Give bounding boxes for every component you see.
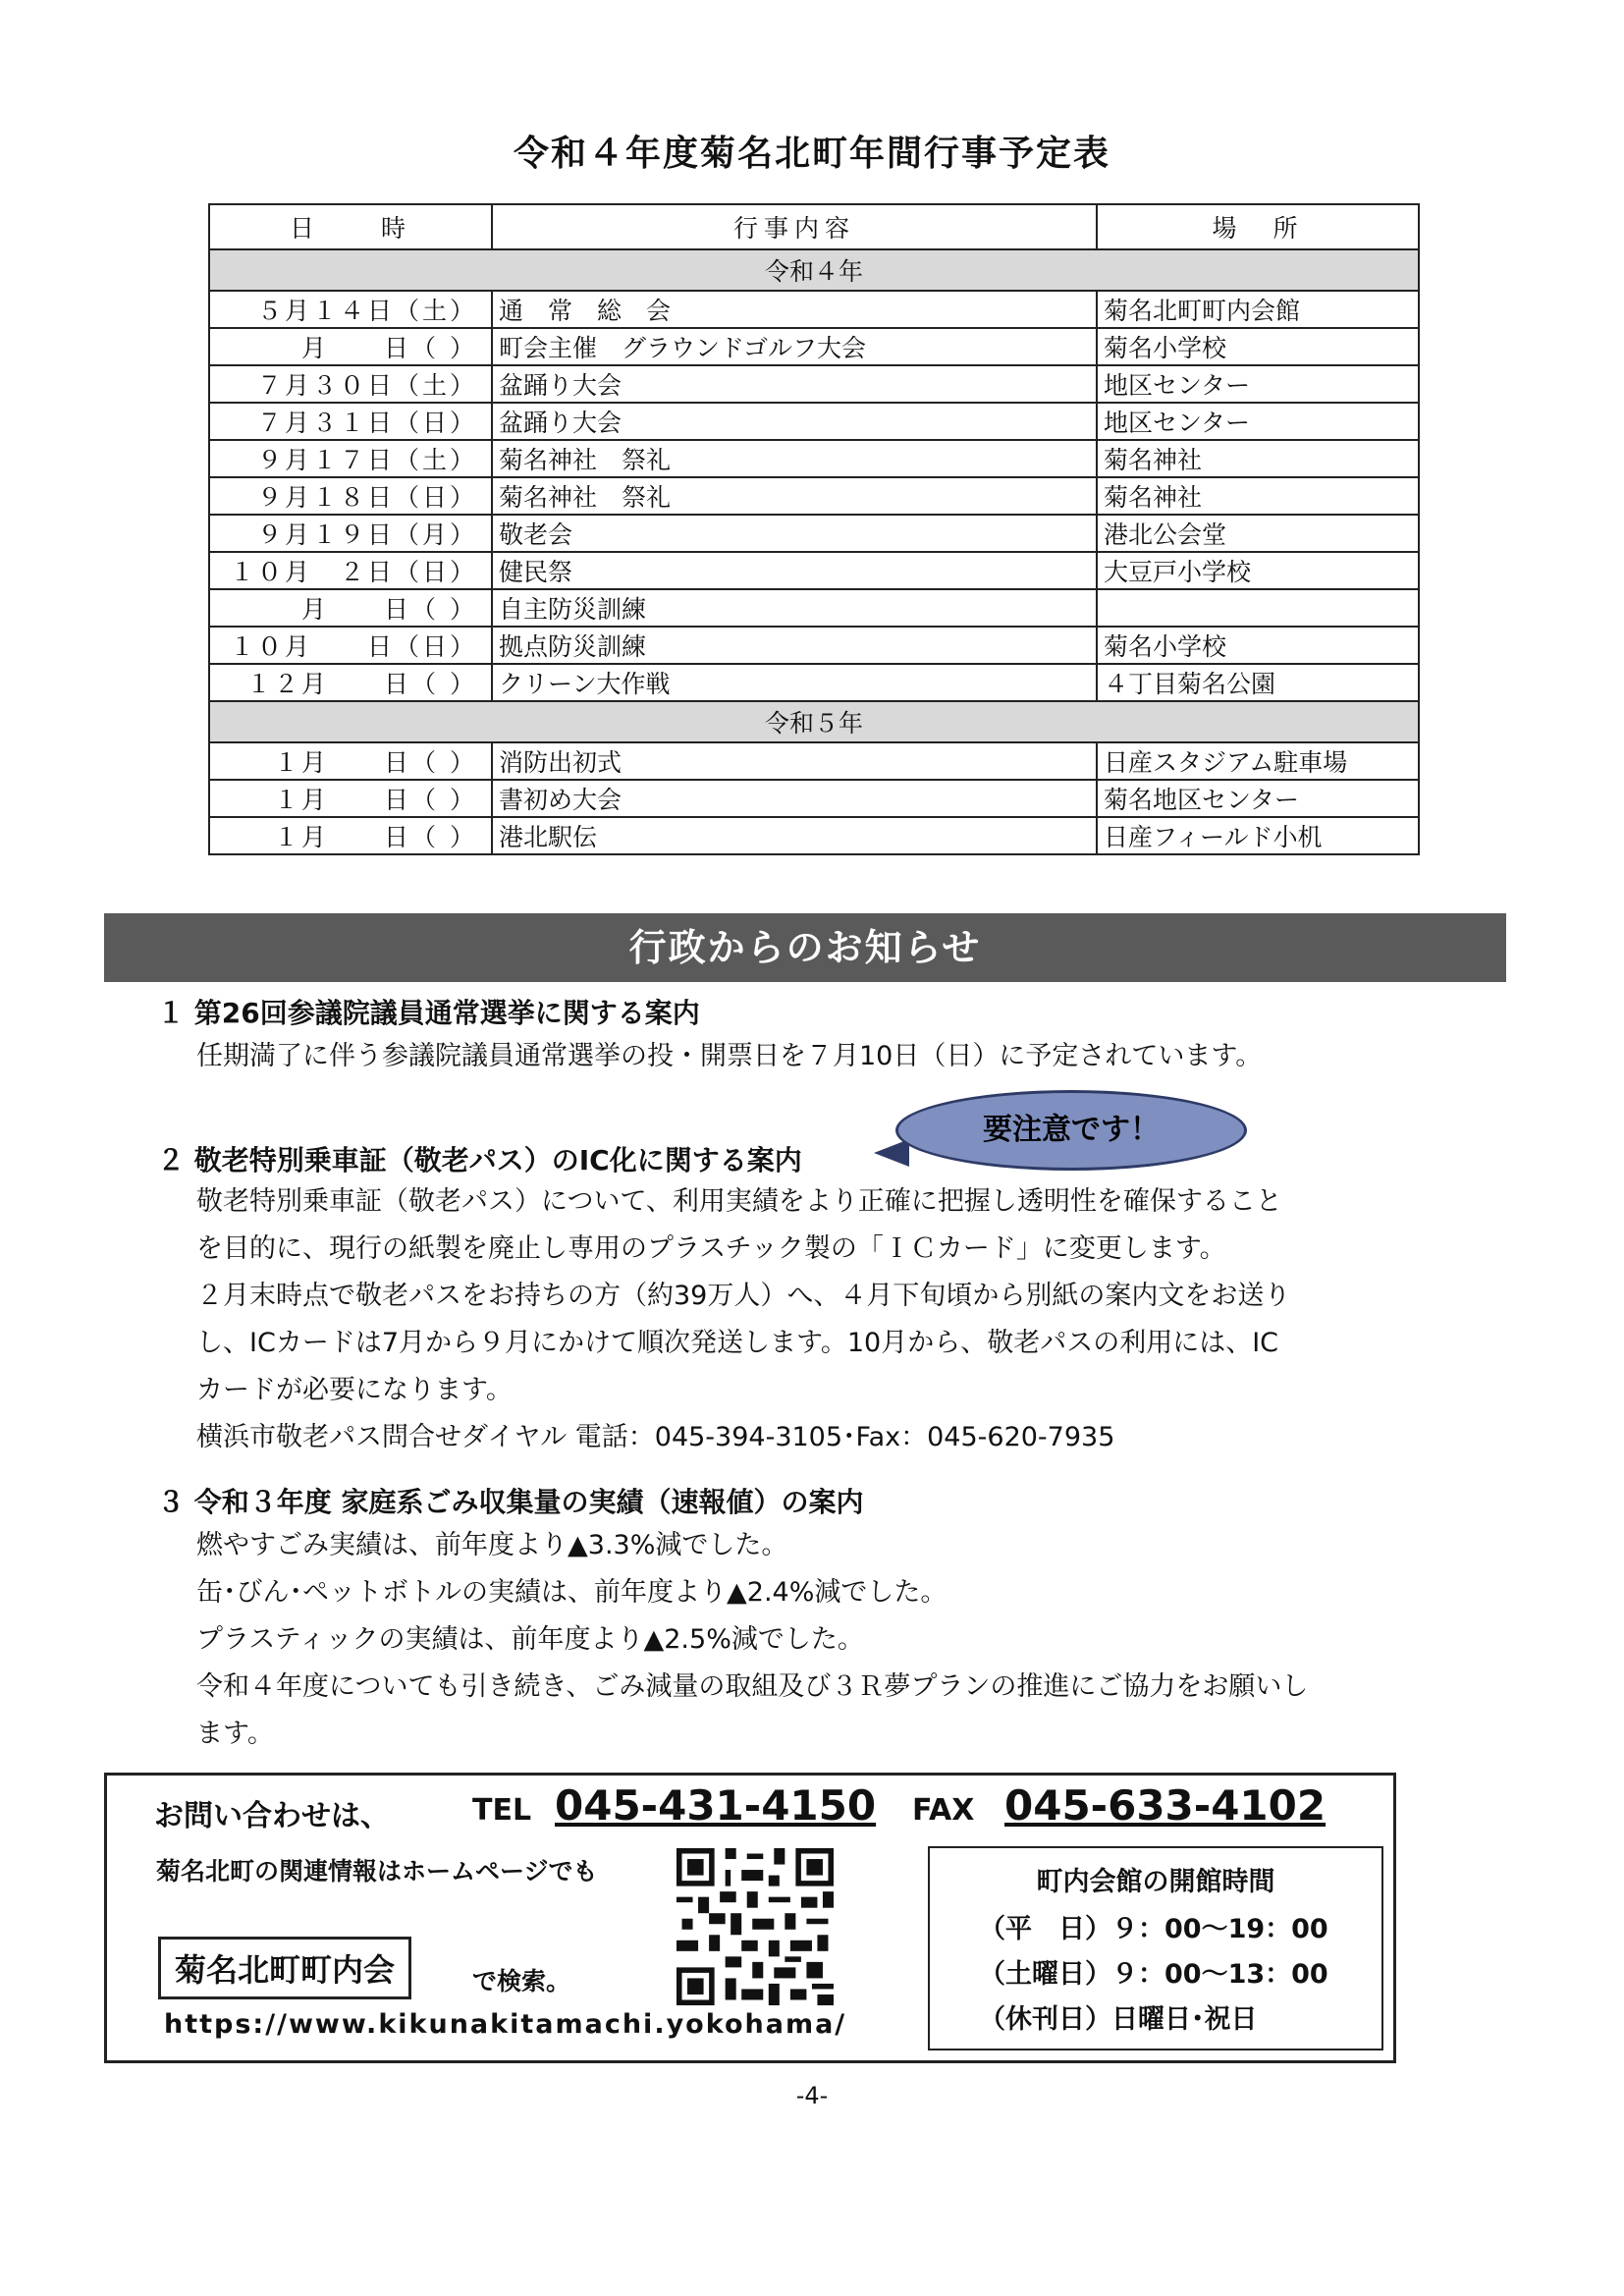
- table-row: [209, 440, 1419, 477]
- fax-number: 045-633-4102: [1004, 1781, 1326, 1830]
- notice-line: 燃やすごみ実績は、前年度より▲3.3%減でした。: [196, 1530, 788, 1560]
- notice-3-heading: ３ 令和３年度 家庭系ごみ収集量の実績（速報値）の案内: [157, 1486, 864, 1518]
- notice-1-body: [196, 1033, 1424, 1080]
- notice-1-heading: １ 第26回参議院議員通常選挙に関する案内: [157, 997, 700, 1029]
- cell-place: 地区センター: [1097, 403, 1419, 440]
- government-notice-banner: 行政からのお知らせ: [104, 913, 1506, 982]
- table-row: [209, 664, 1419, 701]
- cell-event: 盆踊り大会: [492, 403, 1097, 440]
- cell-date: １０月 日（日）: [209, 627, 492, 664]
- cell-event: 町会主催 グラウンドゴルフ大会: [492, 328, 1097, 365]
- cell-date: １月 日（ ）: [209, 817, 492, 854]
- notice-line: 敬老特別乗車証（敬老パス）について、利用実績をより正確に把握し透明性を確保すること: [196, 1186, 1282, 1217]
- qr-code-icon[interactable]: [677, 1848, 834, 2005]
- page-number: -4-: [795, 2082, 829, 2109]
- cell-event: 港北駅伝: [492, 817, 1097, 854]
- era-row: [209, 701, 1419, 742]
- cell-event: 書初め大会: [492, 780, 1097, 817]
- cell-date: １月 日（ ）: [209, 780, 492, 817]
- contact-box: [104, 1773, 1396, 2063]
- table-row: [209, 742, 1419, 780]
- notice-line: 缶･びん･ペットボトルの実績は、前年度より▲2.4%減でした。: [196, 1577, 947, 1608]
- notice-2-body: [196, 1178, 1424, 1461]
- cell-date: 月 日（ ）: [209, 589, 492, 627]
- notice-line: ２月末時点で敬老パスをお持ちの方（約39万人）へ、４月下旬頃から別紙の案内文をお送り: [196, 1281, 1291, 1311]
- table-row: [209, 291, 1419, 328]
- contact-inquiry-label: お問い合わせは、: [154, 1799, 390, 1833]
- hall-opening-hours-box: [928, 1846, 1383, 2050]
- cell-event: 拠点防災訓練: [492, 627, 1097, 664]
- cell-place: [1097, 589, 1419, 627]
- cell-event: 菊名神社 祭礼: [492, 477, 1097, 515]
- cell-place: 菊名北町町内会館: [1097, 291, 1419, 328]
- cell-place: 大豆戸小学校: [1097, 552, 1419, 589]
- cell-place: 港北公会堂: [1097, 515, 1419, 552]
- fax-label: FAX: [912, 1793, 975, 1828]
- table-row: [209, 403, 1419, 440]
- cell-event: 菊名神社 祭礼: [492, 440, 1097, 477]
- cell-date: １月 日（ ）: [209, 742, 492, 780]
- notice-3-body: [196, 1522, 1424, 1758]
- page-title: 令和４年度菊名北町年間行事予定表: [513, 134, 1110, 174]
- cell-date: ７月３１日（日）: [209, 403, 492, 440]
- notice-line: プラスティックの実績は、前年度より▲2.5%減でした。: [196, 1624, 864, 1655]
- cell-date: ９月１９日（月）: [209, 515, 492, 552]
- cell-place: 地区センター: [1097, 365, 1419, 403]
- hours-saturday: （土曜日）９：00～13：00: [979, 1959, 1328, 1990]
- table-row: [209, 780, 1419, 817]
- era-row: [209, 249, 1419, 291]
- table-row: [209, 627, 1419, 664]
- cell-date: ９月１７日（土）: [209, 440, 492, 477]
- cell-date: １２月 日（ ）: [209, 664, 492, 701]
- table-row: [209, 328, 1419, 365]
- era-label: 令和５年: [209, 701, 1419, 742]
- cell-event: 自主防災訓練: [492, 589, 1097, 627]
- hours-weekday: （平 日）９：00～19：00: [979, 1914, 1328, 1944]
- table-row: [209, 515, 1419, 552]
- table-row: [209, 552, 1419, 589]
- table-row: [209, 477, 1419, 515]
- notice-line: 任期満了に伴う参議院議員通常選挙の投・開票日を７月10日（日）に予定されています。: [196, 1041, 1263, 1071]
- cell-date: ７月３０日（土）: [209, 365, 492, 403]
- notice-line: ます。: [196, 1719, 274, 1749]
- notice-line: を目的に、現行の紙製を廃止し専用のプラスチック製の「ＩＣカード」に変更します。: [196, 1233, 1226, 1264]
- header-event: 行事内容: [492, 204, 1097, 249]
- table-row: [209, 817, 1419, 854]
- notice-line: し、ICカードは7月から９月にかけて順次発送します。10月から、敬老パスの利用には、IC: [196, 1328, 1279, 1358]
- notice-line: 横浜市敬老パス問合せダイヤル 電話：045-394-3105･Fax：045-620-7935: [196, 1422, 1115, 1452]
- cell-place: 菊名神社: [1097, 477, 1419, 515]
- cell-place: 菊名小学校: [1097, 627, 1419, 664]
- attention-callout: 要注意です！: [895, 1090, 1247, 1171]
- cell-date: 月 日（ ）: [209, 328, 492, 365]
- era-label: 令和４年: [209, 249, 1419, 291]
- cell-place: 菊名小学校: [1097, 328, 1419, 365]
- cell-place: 日産スタジアム駐車場: [1097, 742, 1419, 780]
- cell-place: 菊名地区センター: [1097, 780, 1419, 817]
- search-text: で検索。: [472, 1967, 571, 1995]
- header-date: 日 時: [209, 204, 492, 249]
- cell-event: 敬老会: [492, 515, 1097, 552]
- cell-date: １０月 ２日（日）: [209, 552, 492, 589]
- cell-place: ４丁目菊名公園: [1097, 664, 1419, 701]
- hours-title: 町内会館の開館時間: [1036, 1867, 1275, 1897]
- event-schedule-table: [208, 203, 1420, 855]
- cell-date: ９月１８日（日）: [209, 477, 492, 515]
- cell-place: 菊名神社: [1097, 440, 1419, 477]
- tel-number[interactable]: 045-431-4150: [555, 1781, 877, 1830]
- related-info-text: 菊名北町の関連情報はホームページでも: [156, 1857, 598, 1886]
- table-body: [209, 249, 1419, 854]
- table-header-row: [209, 204, 1419, 249]
- table-row: [209, 365, 1419, 403]
- cell-event: 通 常 総 会: [492, 291, 1097, 328]
- tel-label: TEL: [472, 1793, 532, 1828]
- cell-event: 健民祭: [492, 552, 1097, 589]
- homepage-url-link[interactable]: https://www.kikunakitamachi.yokohama/: [164, 2009, 847, 2040]
- cell-event: 消防出初式: [492, 742, 1097, 780]
- notice-line: 令和４年度についても引き続き、ごみ減量の取組及び３Ｒ夢プランの推進にご協力をお願いし: [196, 1671, 1309, 1702]
- cell-date: ５月１４日（土）: [209, 291, 492, 328]
- notice-2-heading: ２ 敬老特別乗車証（敬老パス）のIC化に関する案内: [157, 1144, 802, 1176]
- notice-line: カードが必要になります。: [196, 1375, 513, 1405]
- cell-event: クリーン大作戦: [492, 664, 1097, 701]
- cell-event: 盆踊り大会: [492, 365, 1097, 403]
- header-place: 場 所: [1097, 204, 1419, 249]
- table-row: [209, 589, 1419, 627]
- hours-closed: （休刊日）日曜日･祝日: [979, 2004, 1258, 2035]
- association-name-box: 菊名北町町内会: [158, 1937, 411, 1999]
- cell-place: 日産フィールド小机: [1097, 817, 1419, 854]
